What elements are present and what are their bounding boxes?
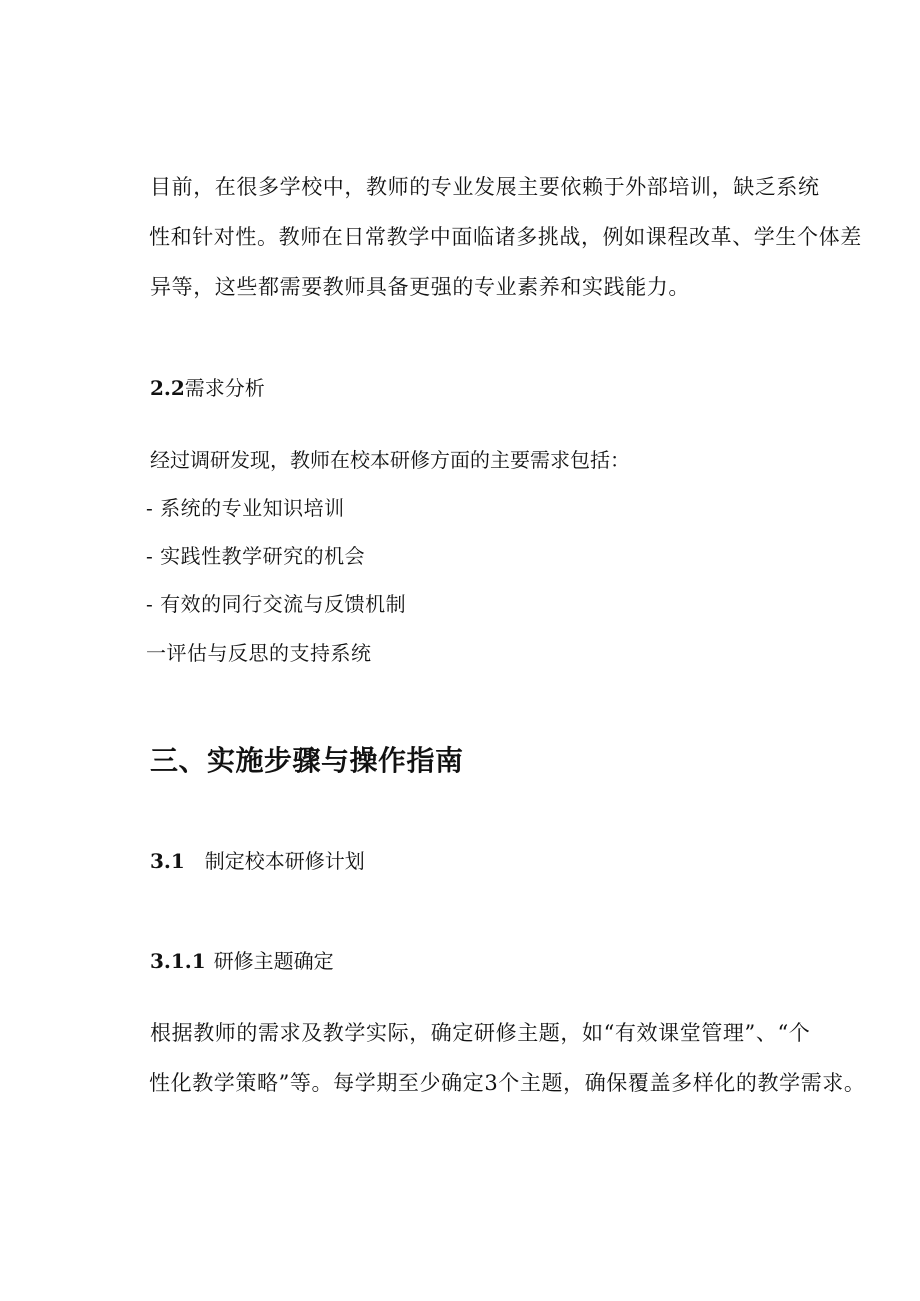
section-2-2-heading	[150, 372, 265, 404]
section-3-1-1-line-2: 性化教学策略”等。每学期至少确定3个主题，确保覆盖多样化的教学需求。	[149, 1071, 866, 1095]
section-3-1-number: 3.1	[150, 849, 185, 873]
section-3-1-1-number: 3.1.1	[150, 949, 206, 973]
list-item: 一评估与反思的支持系统	[146, 641, 372, 665]
section-2-2-title: 需求分析	[184, 376, 265, 400]
section-3-1-1-paragraph	[150, 1008, 866, 1108]
list-item: - 实践性教学研究的机会	[146, 544, 366, 568]
section-3-1-title: 制定校本研修计划	[204, 849, 365, 873]
section-3-heading: 三、实施步骤与操作指南	[150, 744, 464, 777]
section-3-1-heading	[150, 845, 365, 877]
intro-line-2: 性和针对性。教师在日常教学中面临诸多挑战，例如课程改革、学生个体差	[149, 225, 862, 249]
intro-line-1: 目前，在很多学校中，教师的专业发展主要依赖于外部培训，缺乏系统	[150, 175, 820, 199]
list-item: - 系统的专业知识培训	[146, 496, 345, 520]
section-3-1-1-line-1: 根据教师的需求及教学实际，确定研修主题，如“有效课堂管理”、“个	[150, 1021, 811, 1045]
list-item: - 有效的同行交流与反馈机制	[146, 592, 407, 616]
intro-paragraph	[150, 162, 862, 312]
section-3-1-1-title: 研修主题确定	[213, 949, 334, 973]
section-2-2-number: 2.2	[150, 376, 185, 400]
intro-line-3: 异等，这些都需要教师具备更强的专业素养和实践能力。	[150, 275, 690, 299]
section-2-2-intro: 经过调研发现，教师在校本研修方面的主要需求包括：	[150, 448, 630, 472]
section-3-1-1-heading	[150, 945, 334, 977]
